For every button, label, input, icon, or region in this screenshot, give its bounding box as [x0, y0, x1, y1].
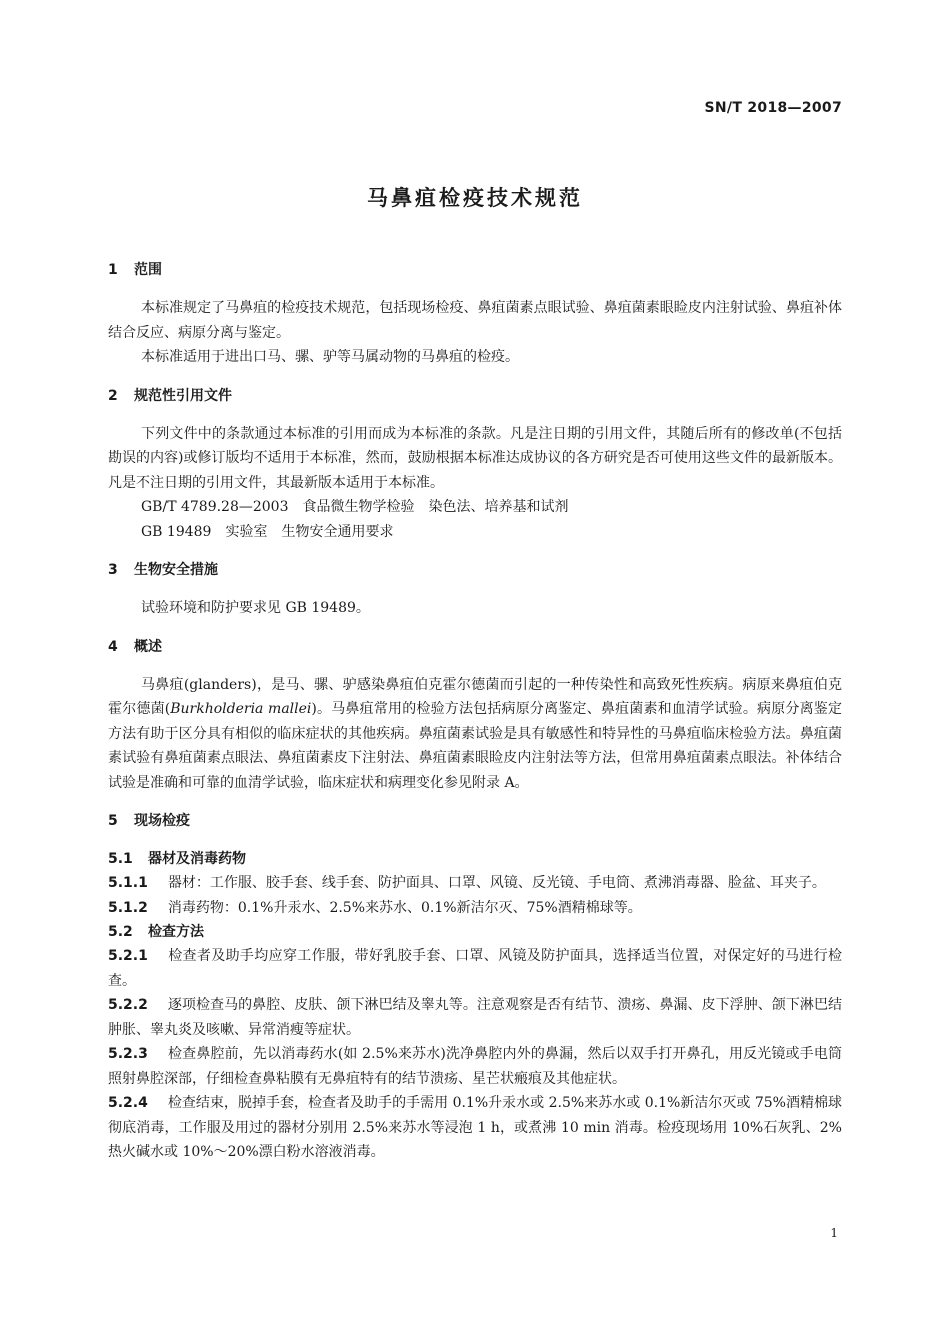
section-number: 5	[108, 813, 118, 829]
page-number: 1	[830, 1226, 838, 1240]
paragraph: 下列文件中的条款通过本标准的引用而成为本标准的条款。凡是注日期的引用文件，其随后所有的修改单(不包括勘误的内容)或修订版均不适用于本标准，然而，鼓励根据本标准达成协议的各方研究是否可使用这些文件的最新版本。凡是不注日期的引用文件，其最新版本适用于本标准。	[108, 425, 842, 491]
paragraph: 试验环境和防护要求见 GB 19489。	[141, 600, 370, 616]
section-heading-3	[108, 558, 842, 582]
section-heading-2	[108, 384, 842, 408]
subsection-number: 5.2	[108, 924, 133, 940]
clause-text: 检查鼻腔前，先以消毒药水(如 2.5%来苏水)洗净鼻腔内外的鼻漏，然后以双手打开鼻孔，用反光镜或手电筒照射鼻腔深部，仔细检查鼻粘膜有无鼻疽特有的结节溃疡、星芒状瘢痕及其他症状。	[108, 1046, 842, 1087]
reference-item: GB 19489 实验室 生物安全通用要求	[141, 523, 394, 540]
clause-text: 消毒药物：0.1%升汞水、2.5%来苏水、0.1%新洁尔灭、75%酒精棉球等。	[167, 899, 642, 916]
section-title: 范围	[134, 262, 162, 278]
paragraph: 本标准适用于进出口马、骡、驴等马属动物的马鼻疽的检疫。	[141, 349, 519, 365]
clause-number: 5.1.1	[108, 875, 148, 891]
clause	[108, 896, 842, 921]
subsection-title: 检查方法	[148, 924, 204, 940]
text-run: )。马鼻疽常用的检验方法包括病原分离鉴定、鼻疽菌素和血清学试验。病原分离鉴定方法有助于区分具有相似的临床症状的其他疾病。鼻疽菌素试验是具有敏感性和特异性的马鼻疽临床检验方法。鼻疽菌素试验有鼻疽菌素点眼法、鼻疽菌素皮下注射法、鼻疽菌素眼睑皮内注射法等方法，但常用鼻疽菌素点眼法。补体结合试验是准确和可靠的血清学试验，临床症状和病理变化参见附录 A。	[108, 701, 842, 791]
clause	[108, 993, 842, 1042]
clause	[108, 1042, 842, 1091]
reference-item: GB/T 4789.28—2003 食品微生物学检验 染色法、培养基和试剂	[141, 499, 569, 515]
clause-number: 5.2.1	[108, 948, 148, 964]
clause-number: 5.2.2	[108, 997, 148, 1013]
section-title: 生物安全措施	[134, 562, 218, 578]
section-number: 2	[108, 387, 118, 404]
clause-text: 检查结束，脱掉手套，检查者及助手的手需用 0.1%升汞水或 2.5%来苏水或 0.1%新洁尔灭或 75%酒精棉球彻底消毒，工作服及用过的器材分别用 2.5%来苏水等浸泡 1 h，或煮沸 10 min 消毒。检疫现场用 10%石灰乳、2%热火碱水或 10%～20%漂白粉水溶液消毒。	[108, 1095, 842, 1160]
document-title: 马鼻疽检疫技术规范	[367, 186, 583, 210]
clause-number: 5.2.3	[108, 1046, 148, 1062]
paragraph: 本标准规定了马鼻疽的检疫技术规范，包括现场检疫、鼻疽菌素点眼试验、鼻疽菌素眼睑皮内注射试验、鼻疽补体结合反应、病原分离与鉴定。	[108, 300, 842, 341]
section-number: 4	[108, 638, 118, 655]
section-title: 现场检疫	[134, 813, 190, 829]
latin-name: Burkholderia mallei	[170, 701, 312, 717]
subsection-heading	[108, 920, 842, 944]
text-run: 马鼻疽(glanders)，是马、骡、驴感染鼻疽伯克霍尔德菌而引起的一种传染性和高致死性疾病。病原来鼻疽伯克霍尔德菌(	[108, 676, 842, 717]
document-body	[108, 258, 842, 1165]
standard-code: SN/T 2018—2007	[704, 100, 842, 116]
section-number: 1	[108, 262, 118, 278]
section-heading-5	[108, 809, 842, 833]
section-title: 规范性引用文件	[134, 387, 232, 404]
clause	[108, 944, 842, 993]
section-number: 3	[108, 562, 118, 578]
clause-number: 5.2.4	[108, 1095, 148, 1111]
clause-text: 逐项检查马的鼻腔、皮肤、颌下淋巴结及睾丸等。注意观察是否有结节、溃疡、鼻漏、皮下浮肿、颌下淋巴结肿胀、睾丸炎及咳嗽、异常消瘦等症状。	[108, 997, 842, 1038]
clause-number: 5.1.2	[108, 899, 148, 916]
subsection-heading	[108, 847, 842, 871]
clause-text: 检查者及助手均应穿工作服，带好乳胶手套、口罩、风镜及防护面具，选择适当位置，对保定好的马进行检查。	[108, 948, 842, 989]
subsection-title: 器材及消毒药物	[148, 851, 246, 867]
clause	[108, 1091, 842, 1165]
section-title: 概述	[134, 638, 162, 655]
paragraph	[108, 673, 842, 796]
section-heading-4	[108, 635, 842, 659]
clause-text: 器材：工作服、胶手套、线手套、防护面具、口罩、风镜、反光镜、手电筒、煮沸消毒器、脸盆、耳夹子。	[167, 875, 826, 891]
clause	[108, 871, 842, 896]
section-heading-1	[108, 258, 842, 282]
subsection-number: 5.1	[108, 851, 133, 867]
